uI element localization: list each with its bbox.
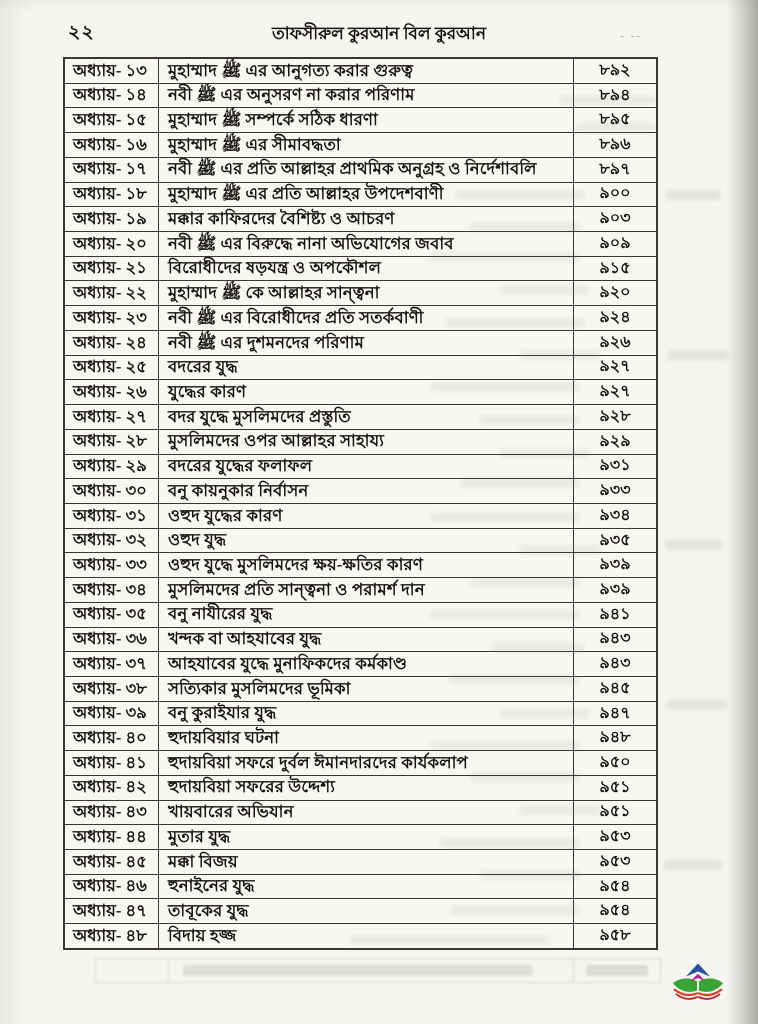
page-cell: ৯৪৫ (573, 677, 656, 701)
table-row (65, 404, 656, 429)
chapter-cell: অধ্যায়- ৩৮ (65, 677, 159, 701)
title-cell: মক্কার কাফিরদের বৈশিষ্ট্য ও আচরণ (168, 208, 395, 228)
chapter-cell: অধ্যায়- ২৭ (65, 405, 159, 429)
chapter-cell: অধ্যায়- ৩১ (65, 504, 159, 528)
page-cell: ৮৯৫ (573, 108, 656, 132)
chapter-cell: অধ্যায়- ৪৩ (65, 801, 159, 825)
bleed-through-smudge (667, 700, 727, 710)
title-cell: নবী ﷺ এর বিরোধীদের প্রতি সতর্কবাণী (168, 307, 424, 327)
chapter-cell: অধ্যায়- ১৪ (65, 84, 159, 108)
table-row (65, 528, 656, 553)
bleed-through-smudge (666, 190, 721, 200)
title-cell: নবী ﷺ এর অনুসরণ না করার পরিণাম (168, 85, 415, 105)
table-row (65, 454, 656, 479)
title-cell: মুসলিমদের ওপর আল্লাহর সাহায্য (168, 431, 385, 451)
table-row (65, 874, 656, 899)
table-row (65, 923, 656, 948)
bleed-through-cell (96, 959, 169, 982)
table-row (65, 107, 656, 132)
chapter-cell: অধ্যায়- ৩৩ (65, 553, 159, 577)
title-cell: মুহাম্মাদ ﷺ এর আনুগত্য করার গুরুত্ব (168, 60, 414, 80)
chapter-cell: অধ্যায়- ৪৬ (65, 875, 159, 899)
title-cell: মুহাম্মাদ ﷺ কে আল্লাহর সান্ত্বনা (168, 283, 380, 303)
page-cell: ৮৯৭ (573, 158, 656, 182)
page-cell: ৯৪৩ (573, 652, 656, 676)
page-cell: ৯৪৩ (573, 628, 656, 652)
title-cell: বদরের যুদ্ধের ফলাফল (168, 456, 313, 476)
table-row (65, 750, 656, 775)
title-cell: ওহুদ যুদ্ধের কারণ (168, 505, 283, 525)
title-cell: যুদ্ধের কারণ (168, 381, 247, 401)
table-row (65, 182, 656, 207)
page-cell: ৯৩৩ (573, 479, 656, 503)
page-cell: ৮৯৬ (573, 133, 656, 157)
title-cell: মক্কা বিজয় (168, 851, 238, 871)
title-cell: বদরের যুদ্ধ (168, 357, 238, 377)
toc-table (63, 57, 658, 950)
chapter-cell: অধ্যায়- ২৯ (65, 455, 159, 479)
table-row (65, 676, 656, 701)
chapter-cell: অধ্যায়- ২১ (65, 257, 159, 281)
title-cell: আহযাবের যুদ্ধে মুনাফিকদের কর্মকাণ্ড (168, 653, 408, 673)
title-cell: বনু নাযীরের যুদ্ধ (168, 604, 273, 624)
title-cell: মুহাম্মাদ ﷺ সম্পর্কে সঠিক ধারণা (168, 110, 379, 130)
chapter-cell: অধ্যায়- ৪৪ (65, 825, 159, 849)
chapter-cell: অধ্যায়- ৩৪ (65, 578, 159, 602)
title-cell: তাবূকের যুদ্ধ (168, 901, 249, 921)
page-cell: ৯৫৪ (573, 899, 656, 923)
title-cell: বনু কুরাইযার যুদ্ধ (168, 703, 277, 723)
title-cell: ওহুদ যুদ্ধ (168, 530, 227, 550)
table-row (65, 330, 656, 355)
chapter-cell: অধ্যায়- ১৩ (65, 59, 159, 83)
title-cell: হুদায়বিয়ার ঘটনা (168, 728, 280, 748)
title-cell: ওহুদ যুদ্ধে মুসলিমদের ক্ষয়-ক্ষতির কারণ (168, 554, 424, 574)
chapter-cell: অধ্যায়- ২৬ (65, 380, 159, 404)
title-cell: খায়বারের অভিযান (168, 802, 294, 822)
page-cell: ৯৩১ (573, 455, 656, 479)
page-cell: ৮৯৪ (573, 84, 656, 108)
title-cell: খন্দক বা আহযাবের যুদ্ধ (168, 629, 322, 649)
title-cell: মুতার যুদ্ধ (168, 826, 231, 846)
page-title: তাফসীরুল কুরআন বিল কুরআন (271, 24, 487, 43)
page-cell: ৯৪১ (573, 603, 656, 627)
chapter-cell: অধ্যায়- ৪৮ (65, 924, 159, 948)
title-cell: নবী ﷺ এর দুশমনদের পরিণাম (168, 332, 364, 352)
title-cell: মুহাম্মাদ ﷺ এর প্রতি আল্লাহর উপদেশবাণী (168, 184, 444, 204)
table-row (65, 206, 656, 231)
title-cell: বনু কায়নুকার নির্বাসন (168, 480, 309, 500)
table-row (65, 379, 656, 404)
table-row (65, 280, 656, 305)
chapter-cell: অধ্যায়- ২০ (65, 232, 159, 256)
title-cell: হুনাইনের যুদ্ধ (168, 876, 255, 896)
table-row (65, 305, 656, 330)
title-cell: হুদায়বিয়া সফরে দুর্বল ঈমানদারদের কার্যকলাপ (168, 752, 468, 772)
bleed-through-cell (169, 959, 574, 982)
title-cell: মুসলিমদের প্রতি সান্ত্বনা ও পরামর্শ দান (168, 579, 425, 599)
chapter-cell: অধ্যায়- ৪৫ (65, 850, 159, 874)
bleed-through-smudge (668, 350, 728, 360)
table-row (65, 132, 656, 157)
page-cell: ৯০০ (573, 183, 656, 207)
title-cell: নবী ﷺ এর বিরুদ্ধে নানা অভিযোগের জবাব (168, 233, 454, 253)
table-row (65, 552, 656, 577)
table-row (65, 503, 656, 528)
page-cell: ৯৩৯ (573, 553, 656, 577)
table-row (65, 651, 656, 676)
table-row (65, 701, 656, 726)
chapter-cell: অধ্যায়- ১৯ (65, 207, 159, 231)
table-row (65, 157, 656, 182)
chapter-cell: অধ্যায়- ২৪ (65, 331, 159, 355)
bleed-through-smudge (664, 860, 722, 870)
title-cell: বিদায় হজ্জ (168, 925, 237, 945)
title-cell: বিরোধীদের ষড়যন্ত্র ও অপকৌশল (168, 258, 382, 278)
page-cell: ৯৫০ (573, 751, 656, 775)
page-cell: ৯৫১ (573, 776, 656, 800)
chapter-cell: অধ্যায়- ১৭ (65, 158, 159, 182)
table-row (65, 429, 656, 454)
page-cell: ৯২৪ (573, 306, 656, 330)
page-cell: ৮৯২ (573, 59, 656, 83)
chapter-cell: অধ্যায়- ৩৯ (65, 702, 159, 726)
table-row (65, 898, 656, 923)
chapter-cell: অধ্যায়- ২৮ (65, 430, 159, 454)
chapter-cell: অধ্যায়- ৩২ (65, 529, 159, 553)
table-row (65, 627, 656, 652)
chapter-cell: অধ্যায়- ১৫ (65, 108, 159, 132)
page-cell: ৯০৯ (573, 232, 656, 256)
chapter-cell: অধ্যায়- ১৮ (65, 183, 159, 207)
title-cell: সত্যিকার মুসলিমদের ভূমিকা (168, 678, 351, 698)
bleed-through-cell (574, 959, 660, 982)
table-row (65, 824, 656, 849)
chapter-cell: অধ্যায়- ৩৬ (65, 628, 159, 652)
chapter-cell: অধ্যায়- ৪১ (65, 751, 159, 775)
corner-pencil-mark: - -- (620, 30, 642, 42)
page-cell: ৯২৭ (573, 380, 656, 404)
chapter-cell: অধ্যায়- ২৫ (65, 356, 159, 380)
title-cell: বদর যুদ্ধে মুসলিমদের প্রস্তুতি (168, 406, 351, 426)
table-row (65, 602, 656, 627)
page-cell: ৯৫৮ (573, 924, 656, 948)
page-cell: ৯০৩ (573, 207, 656, 231)
title-cell: নবী ﷺ এর প্রতি আল্লাহর প্রাথমিক অনুগ্রহ ও নির্দেশাবলি (168, 159, 537, 179)
page-cell: ৯৩৫ (573, 529, 656, 553)
page-cell: ৯৫১ (573, 801, 656, 825)
chapter-cell: অধ্যায়- ২২ (65, 281, 159, 305)
table-row (65, 577, 656, 602)
page-cell: ৯২০ (573, 281, 656, 305)
page-cell: ৯৩৯ (573, 578, 656, 602)
table-row (65, 256, 656, 281)
page-number: ২২ (68, 22, 95, 43)
table-row (65, 83, 656, 108)
table-row (65, 725, 656, 750)
chapter-cell: অধ্যায়- ৩০ (65, 479, 159, 503)
chapter-cell: অধ্যায়- ৩৭ (65, 652, 159, 676)
page-cell: ৯৫৩ (573, 850, 656, 874)
table-row (65, 849, 656, 874)
chapter-cell: অধ্যায়- ৪৭ (65, 899, 159, 923)
chapter-cell: অধ্যায়- ১৬ (65, 133, 159, 157)
page-cell: ৯২৬ (573, 331, 656, 355)
page-cell: ৯১৫ (573, 257, 656, 281)
chapter-cell: অধ্যায়- ৩৫ (65, 603, 159, 627)
page-cell: ৯৫৩ (573, 825, 656, 849)
open-book-logo-icon (670, 960, 726, 1010)
table-row (65, 478, 656, 503)
chapter-cell: অধ্যায়- ২৩ (65, 306, 159, 330)
table-row (65, 59, 656, 83)
title-cell: মুহাম্মাদ ﷺ এর সীমাবদ্ধতা (168, 134, 341, 154)
bleed-through-smudge (665, 540, 723, 550)
page-cell: ৯৪৭ (573, 702, 656, 726)
page-cell: ৯৩৪ (573, 504, 656, 528)
title-cell: হুদায়বিয়া সফরের উদ্দেশ্য (168, 777, 336, 797)
table-row (65, 800, 656, 825)
chapter-cell: অধ্যায়- ৪০ (65, 726, 159, 750)
chapter-cell: অধ্যায়- ৪২ (65, 776, 159, 800)
table-row (65, 231, 656, 256)
table-row (65, 355, 656, 380)
page-cell: ৯২৮ (573, 405, 656, 429)
bleed-through-row (95, 958, 661, 983)
page-cell: ৯৫৪ (573, 875, 656, 899)
page-cell: ৯২৭ (573, 356, 656, 380)
table-row (65, 775, 656, 800)
page-cell: ৯২৯ (573, 430, 656, 454)
page-cell: ৯৪৮ (573, 726, 656, 750)
